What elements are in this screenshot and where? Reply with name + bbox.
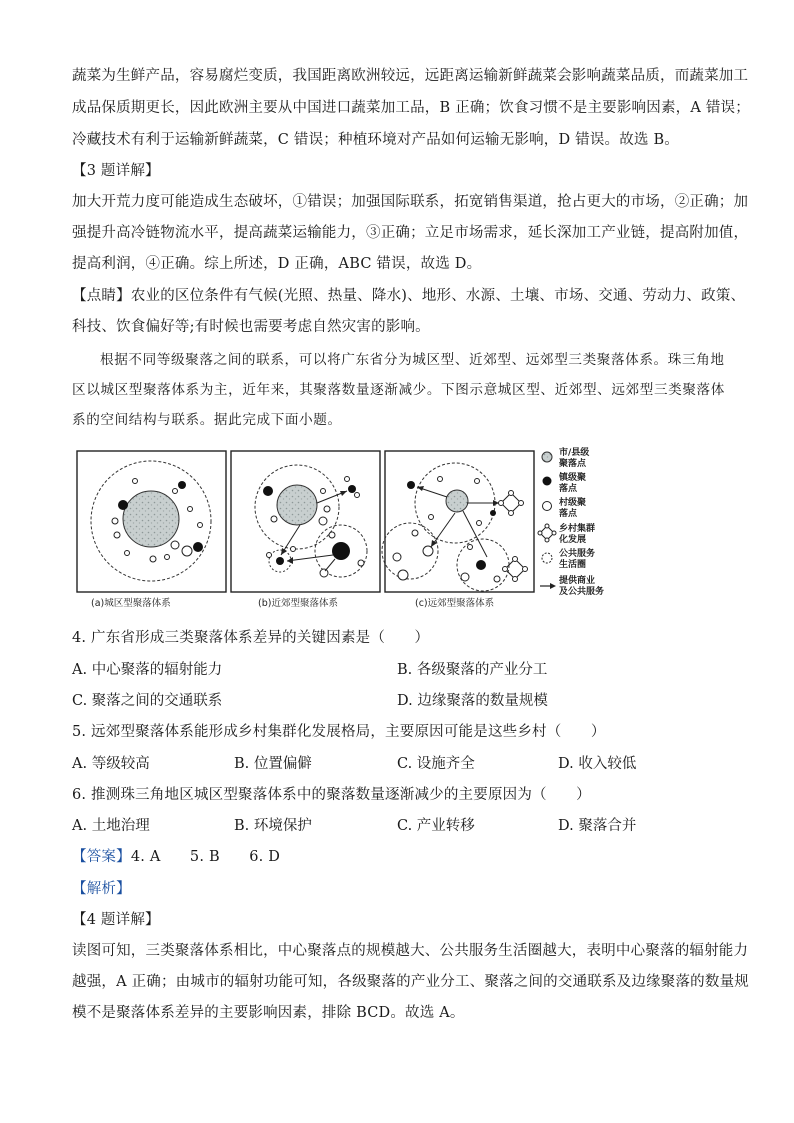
intro-line: 根据不同等级聚落之间的联系，可以将广东省分为城区型、近郊型、远郊型三类聚落体系。珠三角地 <box>100 352 725 368</box>
q4-line: 读图可知，三类聚落体系相比，中心聚落点的规模越大、公共服务生活圈越大，表明中心聚落的辐射能力 <box>72 943 749 959</box>
city-node <box>446 490 468 512</box>
settlement-system-figure <box>75 447 620 609</box>
legend <box>538 447 604 597</box>
q4-option-a[interactable]: A. 中心聚落的辐射能力 <box>72 662 223 678</box>
dianjing-line <box>72 286 745 306</box>
paragraph-line: 蔬菜为生鲜产品，容易腐烂变质，我国距离欧洲较远，远距离运输新鲜蔬菜会影响蔬菜品质，而蔬菜加工 <box>72 68 749 84</box>
panel-c-frame <box>385 451 534 592</box>
black-dot-icon <box>543 477 552 486</box>
city-node <box>277 485 317 525</box>
q4-stem: 4. 广东省形成三类聚落体系差异的关键因素是（ ） <box>72 630 430 646</box>
panel-caption-a: (a)城区型聚落体系 <box>91 598 171 609</box>
analysis-label: 【解析】 <box>72 881 131 897</box>
q3-line: 加大开荒力度可能造成生态破坏，①错误；加强国际联系，拓宽销售渠道，抢占更大的市场，②正确；加 <box>72 194 749 210</box>
q3-line: 提高利润，④正确。综上所述，D 正确，ABC 错误，故选 D。 <box>72 256 482 272</box>
panel-caption-c: (c)远郊型聚落体系 <box>415 598 495 609</box>
answer-label: 【答案】 <box>72 849 131 865</box>
q4-line: 越强，A 正确；由城市的辐射功能可知，各级聚落的产业分工、聚落之间的交通联系及边缘聚落的数量规 <box>72 974 749 990</box>
svg-text:镇级聚: 镇级聚 <box>559 473 587 483</box>
intro-line: 区以城区型聚落体系为主，近年来，其聚落数量逐渐减少。下图示意城区型、近郊型、远郊型三类聚落体 <box>72 382 725 398</box>
q3-heading: 【3 题详解】 <box>72 163 160 179</box>
svg-text:落点: 落点 <box>559 509 578 519</box>
q6-stem: 6. 推测珠三角地区城区型聚落体系中的聚落数量逐渐减少的主要原因为（ ） <box>72 787 591 803</box>
svg-text:市/县级: 市/县级 <box>559 448 590 458</box>
q5-option-a[interactable]: A. 等级较高 <box>72 756 150 772</box>
q5-option-b[interactable]: B. 位置偏僻 <box>234 756 312 772</box>
q3-line: 强提升高冷链物流水平，提高蔬菜运输能力，③正确；立足市场需求，延长深加工产业链，提高附加值， <box>72 225 749 241</box>
q4-option-d[interactable]: D. 边缘聚落的数量规模 <box>397 693 548 709</box>
answer-line <box>72 847 280 867</box>
answer-text: 4. A 5. B 6. D <box>130 849 281 865</box>
q5-stem: 5. 远郊型聚落体系能形成乡村集群化发展格局，主要原因可能是这些乡村（ ） <box>72 724 606 740</box>
arrow-icon <box>540 583 556 589</box>
svg-text:及公共服务: 及公共服务 <box>559 587 605 597</box>
q6-option-a[interactable]: A. 土地治理 <box>72 818 150 834</box>
q4-option-b[interactable]: B. 各级聚落的产业分工 <box>397 662 548 678</box>
svg-text:聚落点: 聚落点 <box>559 459 587 469</box>
q5-option-c[interactable]: C. 设施齐全 <box>397 756 475 772</box>
q6-option-b[interactable]: B. 环境保护 <box>234 818 312 834</box>
dianjing-line: 科技、饮食偏好等;有时候也需要考虑自然灾害的影响。 <box>72 319 430 335</box>
q6-option-d[interactable]: D. 聚落合并 <box>558 818 637 834</box>
intro-line: 系的空间结构与联系。据此完成下面小题。 <box>72 412 342 428</box>
textured-circle-icon <box>542 452 552 462</box>
svg-text:乡村集群: 乡村集群 <box>559 524 596 534</box>
q6-option-c[interactable]: C. 产业转移 <box>397 818 475 834</box>
svg-text:落点: 落点 <box>559 484 578 494</box>
dianjing-text: 农业的区位条件有气候(光照、热量、降水)、地形、水源、土壤、市场、交通、劳动力、政策、 <box>130 288 746 304</box>
city-node <box>123 491 179 547</box>
q4-heading: 【4 题详解】 <box>72 912 160 928</box>
q4-line: 模不是聚落体系差异的主要影响因素，排除 BCD。故选 A。 <box>72 1005 465 1021</box>
paragraph-line: 冷藏技术有利于运输新鲜蔬菜，C 错误；种植环境对产品如何运输无影响，D 错误。故选 B。 <box>72 132 679 148</box>
q5-option-d[interactable]: D. 收入较低 <box>558 756 637 772</box>
hollow-circle-icon <box>543 502 552 511</box>
paragraph-line: 成品保质期更长，因此欧洲主要从中国进口蔬菜加工品，B 正确；饮食习惯不是主要影响因素，A 错误； <box>72 100 750 116</box>
svg-text:生活圈: 生活圈 <box>559 560 587 570</box>
diamond-cluster-icon <box>538 524 556 542</box>
svg-text:提供商业: 提供商业 <box>559 576 596 586</box>
svg-text:公共服务: 公共服务 <box>559 549 596 559</box>
dashed-circle-icon <box>542 553 552 563</box>
svg-text:化发展: 化发展 <box>559 535 587 545</box>
dianjing-label: 【点睛】 <box>72 288 131 304</box>
panel-caption-b: (b)近郊型聚落体系 <box>258 598 338 609</box>
svg-text:村级聚: 村级聚 <box>559 498 587 508</box>
q4-option-c[interactable]: C. 聚落之间的交通联系 <box>72 693 223 709</box>
